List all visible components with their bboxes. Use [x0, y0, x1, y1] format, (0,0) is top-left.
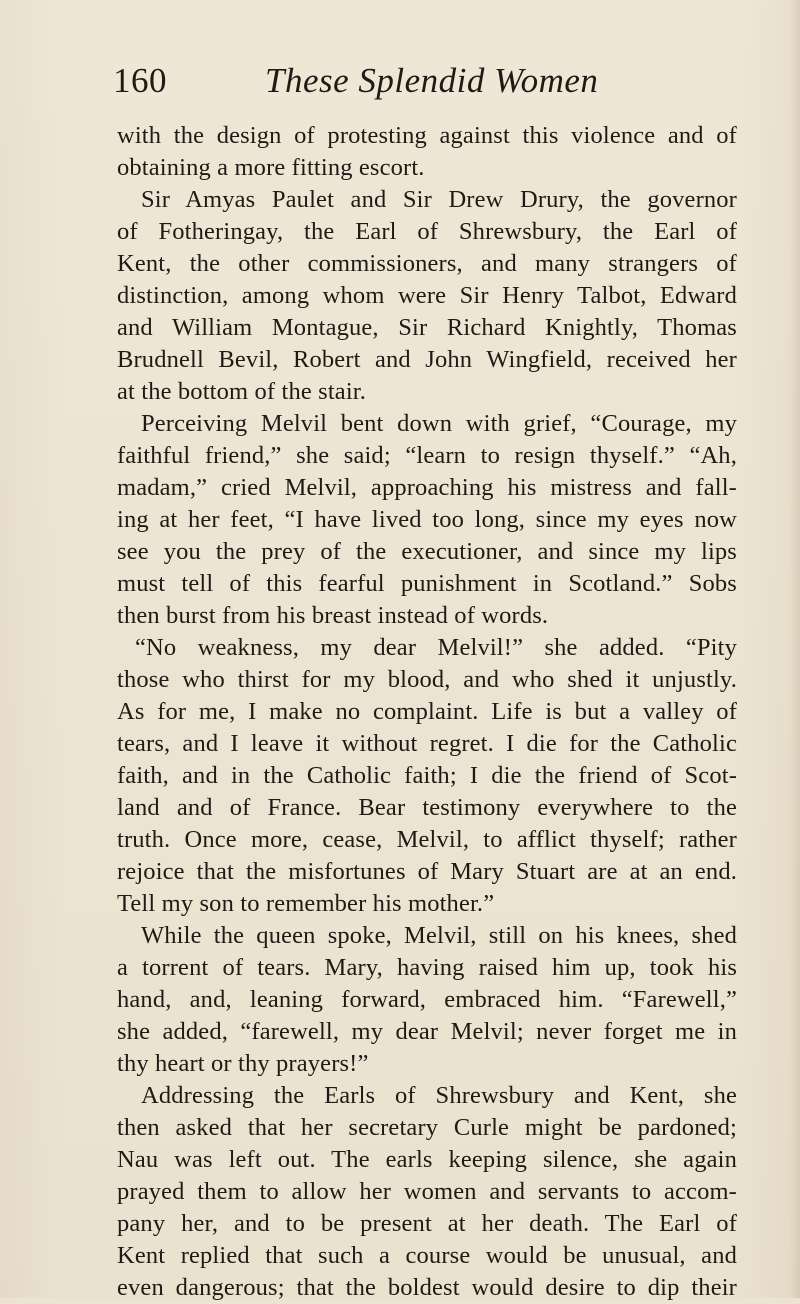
text-line: those who thirst for my blood, and who shed it unjustly.: [117, 666, 737, 693]
text-line: thy heart or thy prayers!”: [117, 1050, 369, 1077]
text-line: Kent replied that such a course would be unusual, and: [117, 1242, 737, 1269]
text-line: hand, and, leaning forward, embraced him. “Farewell,”: [117, 986, 737, 1013]
text-line: Nau was left out. The earls keeping silence, she again: [117, 1146, 737, 1173]
text-line: distinction, among whom were Sir Henry Talbot, Edward: [117, 282, 737, 309]
book-title: These Splendid Women: [265, 61, 599, 100]
running-head: [113, 58, 733, 104]
text-line: Sir Amyas Paulet and Sir Drew Drury, the governor: [141, 186, 737, 213]
text-line: “No weakness, my dear Melvil!” she added. “Pity: [135, 634, 737, 661]
text-line: must tell of this fearful punishment in Scotland.” Sobs: [117, 570, 737, 597]
text-line: and William Montague, Sir Richard Knightly, Thomas: [117, 314, 737, 341]
text-line: pany her, and to be present at her death. The Earl of: [117, 1210, 737, 1237]
page-number: 160: [113, 61, 167, 100]
page-edge-shadow: [790, 0, 800, 1298]
text-line: Kent, the other commissioners, and many strangers of: [117, 250, 737, 277]
text-line: As for me, I make no complaint. Life is but a valley of: [117, 698, 737, 725]
text-line: prayed them to allow her women and servants to accom-: [117, 1178, 737, 1205]
text-line: Tell my son to remember his mother.”: [117, 890, 495, 917]
text-line: rejoice that the misfortunes of Mary Stuart are at an end.: [117, 858, 737, 885]
text-line: ing at her feet, “I have lived too long, since my eyes now: [117, 506, 737, 533]
text-line: truth. Once more, cease, Melvil, to afflict thyself; rather: [117, 826, 737, 853]
text-line: then asked that her secretary Curle might be pardoned;: [117, 1114, 737, 1141]
text-line: a torrent of tears. Mary, having raised him up, took his: [117, 954, 737, 981]
text-line: even dangerous; that the boldest would desire to dip their: [117, 1274, 737, 1301]
text-line: with the design of protesting against this violence and of: [117, 122, 737, 149]
text-line: While the queen spoke, Melvil, still on his knees, shed: [141, 922, 737, 949]
text-line: then burst from his breast instead of words.: [117, 602, 549, 629]
text-line: Perceiving Melvil bent down with grief, “Courage, my: [141, 410, 737, 437]
text-line: Addressing the Earls of Shrewsbury and Kent, she: [141, 1082, 737, 1109]
text-line: at the bottom of the stair.: [117, 378, 367, 405]
text-line: obtaining a more fitting escort.: [117, 154, 425, 181]
text-line: madam,” cried Melvil, approaching his mistress and fall-: [117, 474, 737, 501]
text-line: of Fotheringay, the Earl of Shrewsbury, the Earl of: [117, 218, 737, 245]
text-line: tears, and I leave it without regret. I die for the Catholic: [117, 730, 737, 757]
text-line: Brudnell Bevil, Robert and John Wingfield, received her: [117, 346, 737, 373]
text-line: faithful friend,” she said; “learn to resign thyself.” “Ah,: [117, 442, 737, 469]
text-line: she added, “farewell, my dear Melvil; never forget me in: [117, 1018, 737, 1045]
text-line: land and of France. Bear testimony everywhere to the: [117, 794, 737, 821]
body-text: [117, 120, 737, 1304]
text-line: see you the prey of the executioner, and since my lips: [117, 538, 737, 565]
text-line: faith, and in the Catholic faith; I die the friend of Scot-: [117, 762, 737, 789]
